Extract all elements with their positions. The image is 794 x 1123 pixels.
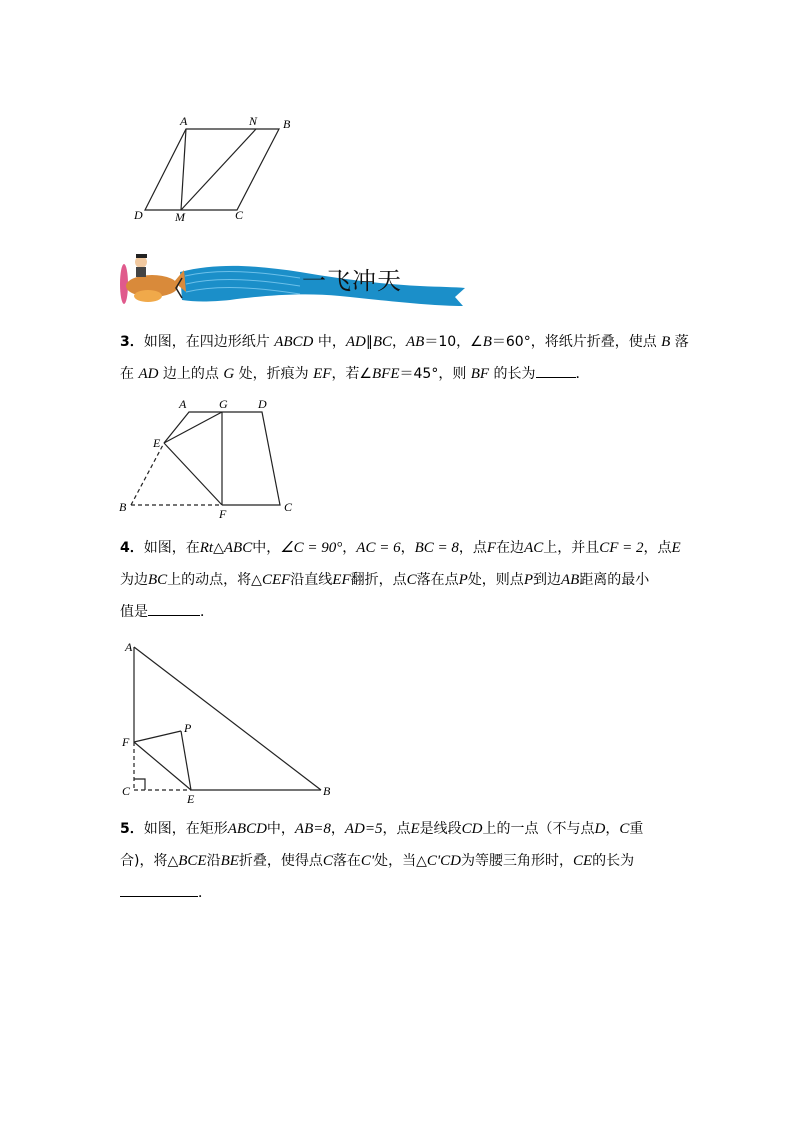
question-5 (120, 813, 680, 909)
q5-line-2: 合)，将△BCE沿BE折叠，使得点C落在C'处，当△C'CD为等腰三角形时，CE的长为 (120, 853, 635, 869)
q5-answer-blank[interactable] (120, 882, 198, 897)
q3-line-1: 3．如图，在四边形纸片 ABCD 中，AD∥BC，AB＝10，∠B＝60°，将纸片折叠，使点 B 落 (120, 334, 689, 350)
q4-line-2: 为边BC上的动点，将△CEF沿直线EF翻折，点C落在点P处，则点P到边AB距离的最小 (120, 572, 650, 588)
label-D: D (134, 208, 143, 222)
q3-label-G: G (219, 397, 228, 411)
q3-label-C: C (284, 500, 293, 514)
q5-line-1: 5．如图，在矩形ABCD中，AB=8，AD=5，点E是线段CD上的一点（不与点D，C重 (120, 821, 644, 837)
q4-line-1: 4．如图，在Rt△ABC中，∠C = 90°，AC = 6，BC = 8，点F在边AC上，并且CF = 2，点E (120, 540, 681, 556)
q3-label-A: A (179, 397, 187, 411)
label-A: A (180, 114, 188, 128)
q5-line-3: ． (120, 877, 680, 909)
q3-line-2: 在 AD 边上的点 G 处，折痕为 EF，若∠BFE＝45°，则 BF 的长为 ． (120, 358, 680, 390)
label-B: B (283, 117, 291, 131)
label-C: C (235, 208, 244, 222)
q4-label-E: E (187, 792, 195, 806)
q3-label-D: D (258, 397, 267, 411)
q3-label-E: E (153, 436, 161, 450)
q3-label-B: B (119, 500, 127, 514)
q4-line-3: 值是 ． (120, 596, 680, 628)
label-M: M (175, 210, 185, 224)
q4-label-P: P (184, 721, 192, 735)
q3-label-F: F (219, 507, 227, 521)
q4-label-C: C (122, 784, 131, 798)
banner-title: 一飞冲天 (302, 267, 402, 295)
q4-label-A: A (125, 640, 133, 654)
q4-label-B: B (323, 784, 331, 798)
q4-label-F: F (122, 735, 130, 749)
label-N: N (249, 114, 258, 128)
